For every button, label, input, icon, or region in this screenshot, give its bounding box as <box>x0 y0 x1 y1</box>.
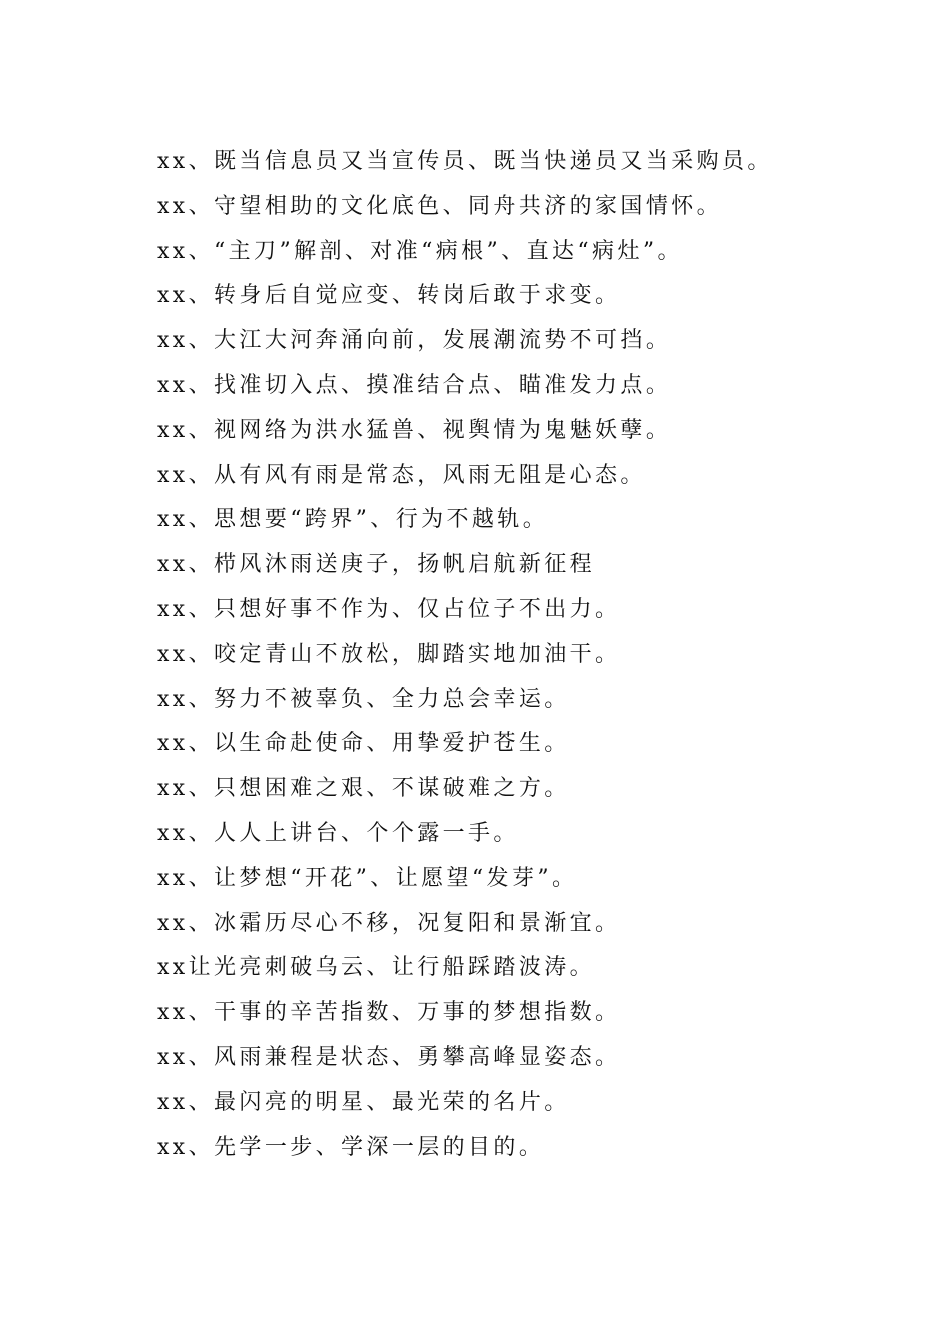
phrase-line: xx、咬定青山不放松，脚踏实地加油干。 <box>157 641 621 667</box>
phrase-line: xx、冰霜历尽心不移，况复阳和景渐宜。 <box>157 910 621 936</box>
phrase-line: xx、既当信息员又当宣传员、既当快递员又当采购员。 <box>157 149 773 174</box>
phrase-line: xx、人人上讲台、个个露一手。 <box>157 820 519 846</box>
phrase-line: xx、“主刀”解剖、对准“病根”、直达“病灶”。 <box>157 238 683 264</box>
phrase-line: xx、风雨兼程是状态、勇攀高峰显姿态。 <box>157 1044 621 1070</box>
phrase-line: xx、干事的辛苦指数、万事的梦想指数。 <box>157 1000 621 1026</box>
phrase-line: xx、守望相助的文化底色、同舟共济的家国情怀。 <box>157 193 723 219</box>
phrase-line: xx、努力不被辜负、全力总会幸运。 <box>157 686 570 712</box>
phrase-line: xx、先学一步、学深一层的目的。 <box>157 1134 545 1160</box>
phrase-line: xx、最闪亮的明星、最光荣的名片。 <box>157 1089 570 1115</box>
phrase-line: xx、从有风有雨是常态，风雨无阻是心态。 <box>157 462 646 488</box>
phrase-line: xx让光亮刺破乌云、让行船踩踏波涛。 <box>157 955 596 981</box>
phrase-line: xx、转身后自觉应变、转岗后敢于求变。 <box>157 283 621 309</box>
phrase-line: xx、找准切入点、摸准结合点、瞄准发力点。 <box>157 372 672 398</box>
phrase-line: xx、只想困难之艰、不谋破难之方。 <box>157 776 570 802</box>
phrase-list <box>157 140 857 1170</box>
phrase-line: xx、让梦想“开花”、让愿望“发芽”。 <box>157 865 578 891</box>
phrase-line: xx、只想好事不作为、仅占位子不出力。 <box>157 596 621 622</box>
phrase-line: xx、栉风沐雨送庚子，扬帆启航新征程 <box>157 552 596 578</box>
phrase-line: xx、视网络为洪水猛兽、视舆情为鬼魅妖孽。 <box>157 417 672 443</box>
phrase-line: xx、思想要“跨界”、行为不越轨。 <box>157 507 549 533</box>
phrase-line: xx、大江大河奔涌向前，发展潮流势不可挡。 <box>157 328 672 354</box>
phrase-line: xx、以生命赴使命、用挚爱护苍生。 <box>157 731 570 757</box>
